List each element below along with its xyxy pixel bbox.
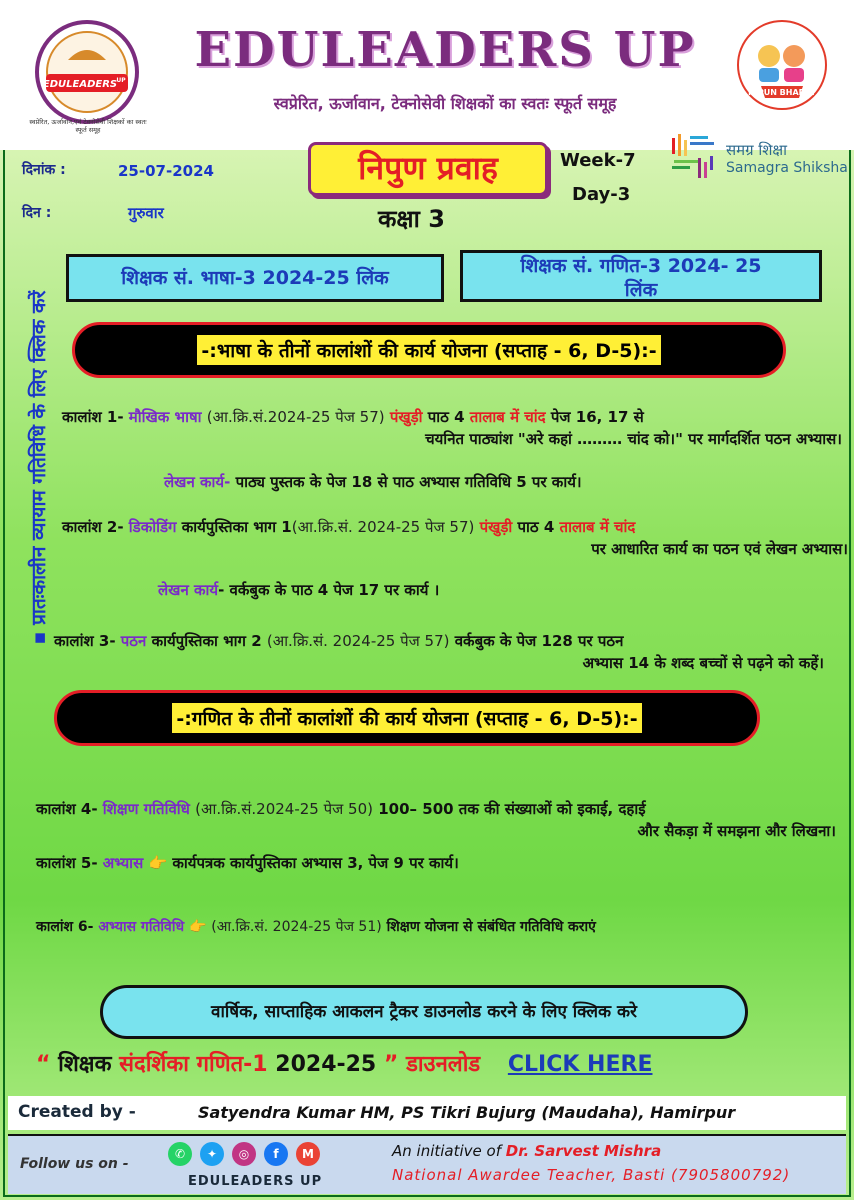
sandarshika-download-line: [36, 1048, 836, 1078]
kalansh-2-book: कार्यपुस्तिका भाग 1: [181, 518, 292, 536]
kalansh-6-task: शिक्षण योजना से संबंधित गतिविधि कराएं: [386, 919, 596, 935]
click-here-link[interactable]: CLICK HERE: [507, 1052, 653, 1077]
day-number-label: Day-3: [572, 184, 631, 205]
kalansh-1-subject: मौखिक भाषा: [128, 408, 202, 426]
kalansh-1-lekhan-label: लेखन कार्य-: [164, 473, 231, 491]
program-title: निपुण प्रवाह: [308, 142, 548, 196]
whatsapp-icon[interactable]: ✆: [168, 1142, 192, 1166]
kalansh-5-subject: अभ्यास: [102, 854, 144, 872]
kalansh-3-workbook: वर्कबुक के पेज 128 पर पठन: [454, 632, 624, 650]
week-label: Week-7: [560, 150, 636, 171]
ganit-section-title: -:गणित के तीनों कालांशों की कार्य योजना (सप्ताह - 6, D-5):-: [172, 703, 641, 733]
facebook-icon[interactable]: f: [264, 1142, 288, 1166]
logo-text-up: UP: [116, 77, 126, 84]
twitter-icon[interactable]: ✦: [200, 1142, 224, 1166]
ganit-link-line2: लिंक: [624, 279, 658, 301]
kalansh-4: [36, 798, 836, 842]
kalansh-4-label: कालांश 4-: [36, 800, 98, 818]
initiative-line: [392, 1142, 661, 1160]
day-label: दिन :: [22, 205, 52, 221]
samagra-shiksha-english: Samagra Shiksha: [726, 160, 848, 176]
kalansh-1-path: पाठ 4: [427, 408, 465, 426]
kalansh-3-ref: (आ.क्रि.सं. 2024-25 पेज 57): [266, 632, 450, 650]
kalansh-1-lesson: तालाब में चांद: [469, 408, 546, 426]
nipun-kids-icon: [739, 22, 825, 108]
instagram-icon[interactable]: ◎: [232, 1142, 256, 1166]
tracker-download-link[interactable]: वार्षिक, साप्ताहिक आकलन ट्रैकर डाउनलोड करने के लिए क्लिक करे: [100, 985, 748, 1039]
eduleaders-logo: [28, 20, 146, 126]
kalansh-1-lekhan: [164, 472, 582, 492]
site-tagline: स्वप्रेरित, ऊर्जावान, टेक्नोसेवी शिक्षकों का स्वतः स्फूर्त समूह: [273, 94, 617, 113]
ganit-link-line1: शिक्षक सं. गणित-3 2024- 25: [520, 255, 762, 277]
kalansh-3: [54, 630, 824, 674]
morning-exercise-link-text: ▪ प्रातःकालीन व्यायाम गतिविधि के लिए क्लिक करें: [28, 290, 50, 645]
ganit-sandarshika-link[interactable]: [460, 250, 822, 302]
gmail-icon[interactable]: M: [296, 1142, 320, 1166]
guide-word2: संदर्शिका गणित-1: [119, 1052, 268, 1077]
guide-word1: शिक्षक: [58, 1052, 112, 1077]
initiative-label: An initiative of: [392, 1142, 501, 1160]
kalansh-1-pankhudi: पंखुड़ी: [389, 408, 423, 426]
pointing-hand-icon: 👉: [188, 919, 207, 935]
header: [0, 0, 854, 150]
kalansh-1-label: कालांश 1-: [62, 408, 124, 426]
created-by-name: Satyendra Kumar HM, PS Tikri Bujurg (Maudaha), Hamirpur: [198, 1103, 736, 1122]
close-quote: ”: [383, 1052, 399, 1077]
kalansh-1: [62, 406, 842, 450]
kalansh-1-lekhan-text: पाठ्य पुस्तक के पेज 18 से पाठ अभ्यास गतिविधि 5 पर कार्य।: [235, 473, 582, 491]
kalansh-4-topic: 100– 500 तक की संख्याओं को इकाई, दहाई: [378, 800, 646, 818]
bhasha-section-title: -:भाषा के तीनों कालांशों की कार्य योजना (सप्ताह - 6, D-5):-: [197, 335, 660, 365]
date-value: 25-07-2024: [118, 162, 214, 180]
kalansh-3-label: कालांश 3-: [54, 632, 116, 650]
kalansh-6-subject: अभ्यास गतिविधि: [98, 919, 185, 935]
day-value: गुरुवार: [128, 204, 164, 222]
kalansh-2: [62, 516, 848, 560]
footer-brand: EDULEADERS UP: [188, 1174, 323, 1189]
footer-bar: [8, 1134, 846, 1194]
logo-caption: स्वप्रेरित, ऊर्जावान,एवं टेक्नोसेवी शिक्षकों का स्वतः स्फूर्त समूह: [29, 118, 147, 134]
nipun-logo-text: NIPUN BHARAT: [748, 88, 816, 97]
kalansh-1-ref: (आ.क्रि.सं.2024-25 पेज 57): [206, 408, 385, 426]
kalansh-5: [36, 852, 836, 874]
kalansh-2-lesson: तालाब में चांद: [559, 518, 636, 536]
open-quote: “: [36, 1052, 51, 1077]
follow-us-label: Follow us on -: [20, 1156, 129, 1172]
kalansh-4-line2: और सैकड़ा में समझना और लिखना।: [637, 822, 836, 840]
samagra-shiksha-hindi: समग्र शिक्षा: [726, 141, 788, 159]
kalansh-2-line2: पर आधारित कार्य का पठन एवं लेखन अभ्यास।: [591, 540, 848, 558]
kalansh-5-task: कार्यपत्रक कार्यपुस्तिका अभ्यास 3, पेज 9 पर कार्य।: [172, 854, 459, 872]
morning-exercise-link[interactable]: [22, 215, 56, 720]
samagra-shiksha-icon: [668, 132, 718, 182]
kalansh-4-subject: शिक्षण गतिविधि: [102, 800, 190, 818]
kalansh-6: [36, 916, 846, 938]
kalansh-6-ref: (आ.क्रि.सं. 2024-25 पेज 51): [211, 919, 382, 935]
kalansh-2-lekhan: [158, 580, 439, 600]
kalansh-2-lekhan-text: - वर्कबुक के पाठ 4 पेज 17 पर कार्य ।: [218, 581, 440, 599]
kalansh-5-label: कालांश 5-: [36, 854, 98, 872]
nipun-bharat-logo: [737, 20, 827, 110]
guide-year: 2024-25: [275, 1052, 377, 1077]
kalansh-2-subject: डिकोडिंग: [128, 518, 177, 536]
kalansh-2-pankhudi: पंखुड़ी: [479, 518, 513, 536]
kalansh-2-ref: (आ.क्रि.सं. 2024-25 पेज 57): [291, 518, 475, 536]
kalansh-6-label: कालांश 6-: [36, 919, 94, 935]
site-title: EDULEADERS UP: [194, 22, 696, 78]
pointing-hand-icon: 👉: [148, 854, 168, 872]
kalansh-3-book: कार्यपुस्तिका भाग 2: [151, 632, 262, 650]
created-by-label: Created by -: [18, 1102, 136, 1122]
awardee-line: National Awardee Teacher, Basti (7905800792): [392, 1166, 791, 1184]
logo-text: EDULEADERS: [42, 79, 118, 90]
bhasha-section-banner: [72, 322, 786, 378]
class-label: कक्षा 3: [378, 205, 445, 233]
guide-download: डाउनलोड: [406, 1052, 481, 1077]
kalansh-1-pages: पेज 16, 17 से: [550, 408, 644, 426]
initiator-name: Dr. Sarvest Mishra: [505, 1142, 662, 1160]
kalansh-3-subject: पठन: [120, 632, 147, 650]
kalansh-4-ref: (आ.क्रि.सं.2024-25 पेज 50): [195, 800, 373, 818]
ganit-section-banner: [54, 690, 760, 746]
credit-bar: [8, 1096, 846, 1130]
date-label: दिनांक :: [22, 162, 66, 178]
kalansh-2-lekhan-label: लेखन कार्य: [158, 581, 219, 599]
kalansh-2-label: कालांश 2-: [62, 518, 124, 536]
kalansh-1-line2: चयनित पाठ्यांश "अरे कहां ……… चांद को।" पर मार्गदर्शित पठन अभ्यास।: [425, 430, 842, 448]
kalansh-2-path: पाठ 4: [517, 518, 555, 536]
kalansh-3-line2: अभ्यास 14 के शब्द बच्चों से पढ़ने को कहें।: [582, 654, 824, 672]
social-icons: [168, 1142, 320, 1166]
bhasha-sandarshika-link[interactable]: शिक्षक सं. भाषा-3 2024-25 लिंक: [66, 254, 444, 302]
